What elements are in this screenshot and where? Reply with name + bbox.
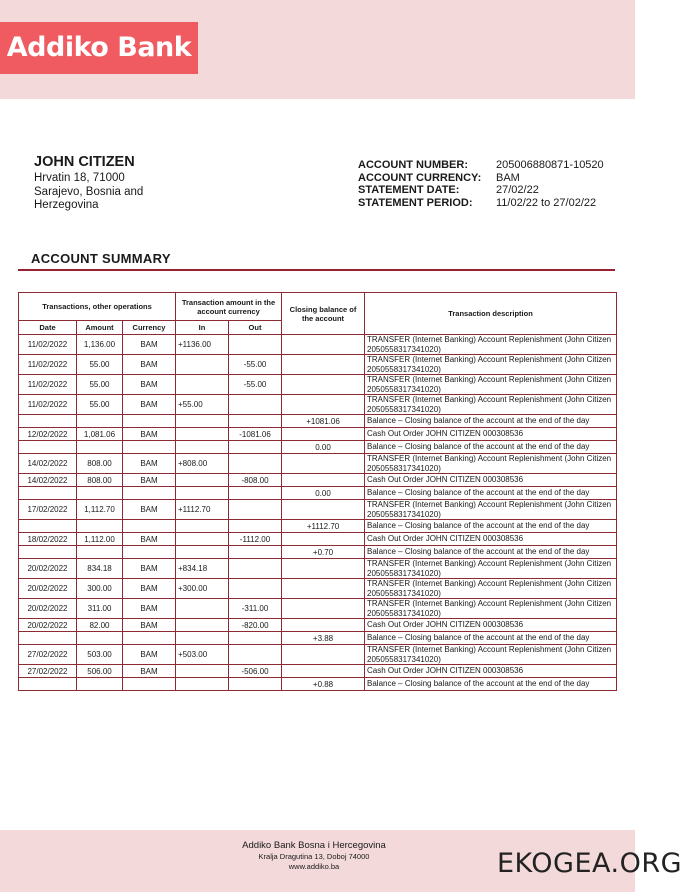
cell-description: Balance – Closing balance of the account at the end of the day: [365, 678, 617, 691]
cell-date: 20/02/2022: [19, 619, 77, 632]
cell-amount: 1,081.06: [77, 428, 123, 441]
cell-in: +834.18: [176, 559, 229, 579]
cell-date: [19, 415, 77, 428]
operations-group-header: Transactions, other operations: [19, 293, 176, 321]
cell-date: [19, 441, 77, 454]
header-band: [0, 0, 635, 99]
statement-period-value: 11/02/22 to 27/02/22: [496, 196, 597, 209]
table-row: [19, 546, 617, 559]
cell-closing: [282, 395, 365, 415]
cell-description: TRANSFER (Internet Banking) Account Replenishment (John Citizen 2050558317341020): [365, 375, 617, 395]
cell-in: [176, 619, 229, 632]
cell-closing: [282, 559, 365, 579]
table-row: [19, 559, 617, 579]
cell-in: +1136.00: [176, 335, 229, 355]
cell-currency: [123, 632, 176, 645]
cell-closing: [282, 428, 365, 441]
cell-closing: +3.88: [282, 632, 365, 645]
cell-currency: [123, 546, 176, 559]
cell-currency: BAM: [123, 559, 176, 579]
cell-amount: 503.00: [77, 645, 123, 665]
table-row: [19, 599, 617, 619]
cell-amount: 311.00: [77, 599, 123, 619]
in-header: In: [176, 321, 229, 335]
cell-closing: [282, 645, 365, 665]
cell-date: [19, 487, 77, 500]
cell-date: 12/02/2022: [19, 428, 77, 441]
account-summary-title: ACCOUNT SUMMARY: [31, 251, 171, 266]
cell-date: 27/02/2022: [19, 645, 77, 665]
cell-out: [229, 645, 282, 665]
cell-currency: BAM: [123, 645, 176, 665]
cell-description: Balance – Closing balance of the account at the end of the day: [365, 520, 617, 533]
cell-out: [229, 678, 282, 691]
cell-closing: [282, 375, 365, 395]
cell-out: [229, 335, 282, 355]
closing-balance-header: Closing balance of the account: [282, 293, 365, 335]
cell-currency: BAM: [123, 355, 176, 375]
cell-closing: [282, 355, 365, 375]
table-row: [19, 395, 617, 415]
cell-description: TRANSFER (Internet Banking) Account Replenishment (John Citizen 2050558317341020): [365, 454, 617, 474]
cell-in: [176, 678, 229, 691]
cell-currency: BAM: [123, 665, 176, 678]
table-row: [19, 428, 617, 441]
cell-out: -311.00: [229, 599, 282, 619]
cell-closing: +1081.06: [282, 415, 365, 428]
table-row: [19, 520, 617, 533]
cell-currency: BAM: [123, 619, 176, 632]
cell-out: [229, 500, 282, 520]
cell-description: Balance – Closing balance of the account at the end of the day: [365, 415, 617, 428]
cell-currency: BAM: [123, 500, 176, 520]
footer-website: www.addiko.ba: [288, 862, 340, 871]
statement-date-value: 27/02/22: [496, 184, 539, 196]
cell-in: [176, 428, 229, 441]
cell-in: [176, 474, 229, 487]
table-row: [19, 454, 617, 474]
cell-description: TRANSFER (Internet Banking) Account Replenishment (John Citizen 2050558317341020): [365, 645, 617, 665]
cell-currency: BAM: [123, 474, 176, 487]
cell-closing: 0.00: [282, 487, 365, 500]
cell-amount: [77, 441, 123, 454]
table-row: [19, 579, 617, 599]
cell-date: [19, 678, 77, 691]
cell-date: [19, 632, 77, 645]
cell-description: Cash Out Order JOHN CITIZEN 000308536: [365, 474, 617, 487]
cell-out: [229, 520, 282, 533]
account-number-label: ACCOUNT NUMBER:: [358, 159, 468, 171]
cell-out: [229, 487, 282, 500]
cell-closing: [282, 500, 365, 520]
cell-in: +808.00: [176, 454, 229, 474]
cell-amount: 506.00: [77, 665, 123, 678]
cell-currency: BAM: [123, 599, 176, 619]
account-currency-value: BAM: [496, 171, 520, 184]
cell-out: -820.00: [229, 619, 282, 632]
cell-date: 27/02/2022: [19, 665, 77, 678]
account-holder-block: [34, 154, 224, 213]
holder-address-line: Sarajevo, Bosnia and: [34, 185, 144, 198]
cell-out: [229, 454, 282, 474]
cell-description: TRANSFER (Internet Banking) Account Replenishment (John Citizen 2050558317341020): [365, 395, 617, 415]
table-row: [19, 619, 617, 632]
cell-in: [176, 632, 229, 645]
cell-closing: [282, 533, 365, 546]
account-number-value: 205006880871-10520: [496, 159, 604, 171]
cell-description: Cash Out Order JOHN CITIZEN 000308536: [365, 665, 617, 678]
cell-amount: 82.00: [77, 619, 123, 632]
cell-date: 20/02/2022: [19, 579, 77, 599]
transactions-body: [19, 335, 617, 691]
cell-amount: [77, 487, 123, 500]
cell-amount: 55.00: [77, 355, 123, 375]
cell-closing: [282, 474, 365, 487]
cell-closing: +1112.70: [282, 520, 365, 533]
cell-out: [229, 632, 282, 645]
cell-amount: [77, 632, 123, 645]
statement-period-row: [358, 197, 628, 210]
statement-period-label: STATEMENT PERIOD:: [358, 196, 473, 209]
cell-currency: BAM: [123, 335, 176, 355]
cell-closing: [282, 454, 365, 474]
cell-currency: [123, 415, 176, 428]
account-details: [358, 159, 628, 209]
cell-date: 14/02/2022: [19, 454, 77, 474]
cell-out: -1081.06: [229, 428, 282, 441]
table-row: [19, 415, 617, 428]
cell-currency: BAM: [123, 375, 176, 395]
cell-amount: 1,112.00: [77, 533, 123, 546]
cell-out: -506.00: [229, 665, 282, 678]
cell-date: 11/02/2022: [19, 395, 77, 415]
cell-currency: [123, 520, 176, 533]
cell-amount: [77, 546, 123, 559]
cell-currency: BAM: [123, 454, 176, 474]
watermark: EKOGEA.ORG: [497, 848, 682, 879]
cell-description: Balance – Closing balance of the account at the end of the day: [365, 441, 617, 454]
cell-in: [176, 487, 229, 500]
cell-amount: [77, 415, 123, 428]
cell-currency: [123, 487, 176, 500]
cell-date: 17/02/2022: [19, 500, 77, 520]
table-row: [19, 487, 617, 500]
table-row: [19, 474, 617, 487]
cell-out: [229, 579, 282, 599]
cell-in: +300.00: [176, 579, 229, 599]
cell-currency: [123, 678, 176, 691]
cell-in: +1112.70: [176, 500, 229, 520]
cell-date: [19, 546, 77, 559]
cell-description: Cash Out Order JOHN CITIZEN 000308536: [365, 619, 617, 632]
cell-out: [229, 441, 282, 454]
table-row: [19, 533, 617, 546]
table-row: [19, 375, 617, 395]
currency-header: Currency: [123, 321, 176, 335]
cell-description: TRANSFER (Internet Banking) Account Replenishment (John Citizen 2050558317341020): [365, 355, 617, 375]
cell-description: Balance – Closing balance of the account at the end of the day: [365, 546, 617, 559]
cell-description: Balance – Closing balance of the account at the end of the day: [365, 487, 617, 500]
cell-currency: BAM: [123, 533, 176, 546]
table-row: [19, 678, 617, 691]
cell-out: -1112.00: [229, 533, 282, 546]
amount-group-header: Transaction amount in the account currency: [176, 293, 282, 321]
cell-closing: [282, 599, 365, 619]
table-row: [19, 632, 617, 645]
cell-closing: +0.70: [282, 546, 365, 559]
cell-in: [176, 665, 229, 678]
holder-address-line: Herzegovina: [34, 199, 99, 211]
cell-in: [176, 546, 229, 559]
cell-out: [229, 415, 282, 428]
holder-address-line: Hrvatin 18, 71000: [34, 172, 125, 184]
footer-address: Kralja Dragutina 13, Doboj 74000: [258, 852, 370, 861]
cell-in: [176, 599, 229, 619]
cell-description: Cash Out Order JOHN CITIZEN 000308536: [365, 428, 617, 441]
cell-in: [176, 520, 229, 533]
summary-divider: [18, 269, 615, 271]
cell-amount: 55.00: [77, 375, 123, 395]
cell-amount: 834.18: [77, 559, 123, 579]
out-header: Out: [229, 321, 282, 335]
cell-in: [176, 533, 229, 546]
cell-date: 18/02/2022: [19, 533, 77, 546]
cell-amount: 55.00: [77, 395, 123, 415]
bank-logo: Addiko Bank: [0, 22, 198, 74]
table-row: [19, 441, 617, 454]
cell-currency: BAM: [123, 395, 176, 415]
cell-out: -55.00: [229, 355, 282, 375]
cell-closing: +0.88: [282, 678, 365, 691]
cell-in: +503.00: [176, 645, 229, 665]
cell-date: 11/02/2022: [19, 335, 77, 355]
cell-description: TRANSFER (Internet Banking) Account Replenishment (John Citizen 2050558317341020): [365, 599, 617, 619]
cell-date: 11/02/2022: [19, 355, 77, 375]
cell-closing: [282, 665, 365, 678]
cell-out: [229, 559, 282, 579]
account-currency-row: [358, 172, 628, 185]
cell-closing: [282, 335, 365, 355]
cell-out: [229, 395, 282, 415]
cell-out: -55.00: [229, 375, 282, 395]
cell-in: [176, 355, 229, 375]
cell-amount: 808.00: [77, 454, 123, 474]
account-currency-label: ACCOUNT CURRENCY:: [358, 171, 482, 184]
cell-in: [176, 415, 229, 428]
description-header: Transaction description: [365, 293, 617, 335]
cell-description: TRANSFER (Internet Banking) Account Replenishment (John Citizen 2050558317341020): [365, 335, 617, 355]
cell-description: Cash Out Order JOHN CITIZEN 000308536: [365, 533, 617, 546]
amount-header: Amount: [77, 321, 123, 335]
cell-date: [19, 520, 77, 533]
cell-amount: [77, 520, 123, 533]
cell-description: Balance – Closing balance of the account at the end of the day: [365, 632, 617, 645]
cell-in: +55.00: [176, 395, 229, 415]
cell-description: TRANSFER (Internet Banking) Account Replenishment (John Citizen 2050558317341020): [365, 500, 617, 520]
cell-in: [176, 441, 229, 454]
cell-date: 20/02/2022: [19, 559, 77, 579]
cell-currency: BAM: [123, 428, 176, 441]
cell-amount: [77, 678, 123, 691]
footer: [200, 840, 428, 872]
cell-currency: [123, 441, 176, 454]
cell-date: 11/02/2022: [19, 375, 77, 395]
account-number-row: [358, 159, 628, 172]
holder-name: JOHN CITIZEN: [34, 154, 135, 170]
cell-amount: 1,136.00: [77, 335, 123, 355]
transactions-table: [18, 292, 617, 691]
cell-date: 20/02/2022: [19, 599, 77, 619]
cell-description: TRANSFER (Internet Banking) Account Replenishment (John Citizen 2050558317341020): [365, 579, 617, 599]
cell-description: TRANSFER (Internet Banking) Account Replenishment (John Citizen 2050558317341020): [365, 559, 617, 579]
statement-date-row: [358, 184, 628, 197]
table-row: [19, 645, 617, 665]
cell-closing: [282, 579, 365, 599]
cell-amount: 1,112.70: [77, 500, 123, 520]
cell-in: [176, 375, 229, 395]
date-header: Date: [19, 321, 77, 335]
cell-closing: [282, 619, 365, 632]
cell-date: 14/02/2022: [19, 474, 77, 487]
cell-closing: 0.00: [282, 441, 365, 454]
table-row: [19, 335, 617, 355]
cell-amount: 808.00: [77, 474, 123, 487]
table-row: [19, 355, 617, 375]
statement-date-label: STATEMENT DATE:: [358, 184, 460, 196]
table-row: [19, 665, 617, 678]
cell-out: -808.00: [229, 474, 282, 487]
table-row: [19, 500, 617, 520]
footer-bank-name: Addiko Bank Bosna i Hercegovina: [242, 840, 386, 851]
cell-out: [229, 546, 282, 559]
cell-currency: BAM: [123, 579, 176, 599]
cell-amount: 300.00: [77, 579, 123, 599]
